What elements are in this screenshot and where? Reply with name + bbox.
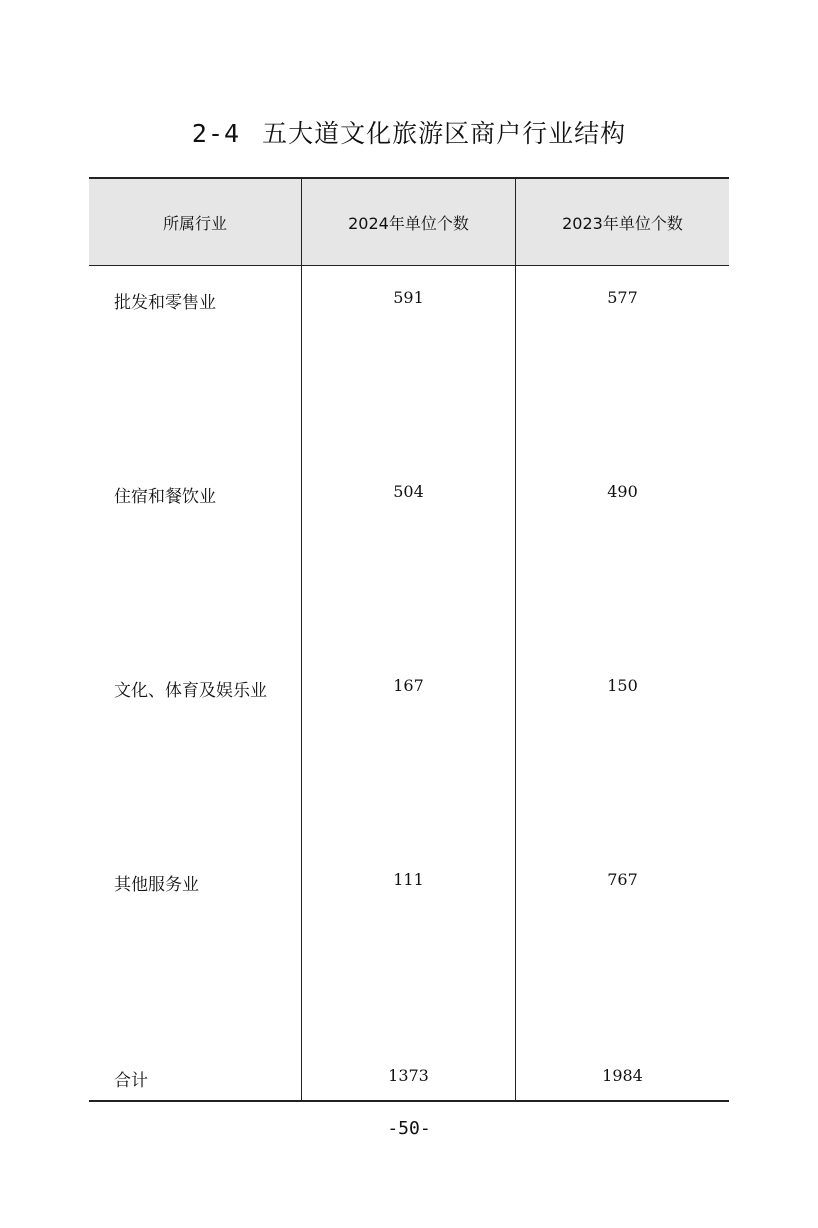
industry-cell: 批发和零售业 [89,266,302,460]
total-2024-cell: 1373 [302,1042,516,1100]
industry-structure-table [89,177,729,1102]
total-2023-cell: 1984 [602,1066,643,1085]
total-row [89,1042,729,1100]
header-2023-count: 2023年单位个数 [562,213,683,233]
count-2024-cell: 111 [302,848,516,1042]
page-number: -50- [387,1118,431,1139]
industry-cell: 住宿和餐饮业 [89,460,302,654]
table-title [0,114,818,150]
count-2024-cell: 504 [302,460,516,654]
header-industry: 所属行业 [89,179,302,265]
count-2023-cell: 577 [607,288,638,307]
industry-cell: 文化、体育及娱乐业 [89,654,302,848]
count-2024-cell: 167 [302,654,516,848]
count-2024-cell: 591 [302,266,516,460]
total-label-cell: 合计 [89,1042,302,1100]
count-2023-cell: 767 [607,870,638,889]
table-row [89,266,729,460]
header-2024-count: 2024年单位个数 [302,179,516,265]
industry-cell: 其他服务业 [89,848,302,1042]
table-row [89,654,729,848]
table-header-row [89,179,729,266]
count-2023-cell: 150 [607,676,638,695]
count-2023-cell: 490 [607,482,638,501]
table-row [89,460,729,654]
table-row [89,848,729,1042]
table-title-text: 五大道文化旅游区商户行业结构 [262,119,627,148]
table-number: 2-4 [191,119,241,148]
